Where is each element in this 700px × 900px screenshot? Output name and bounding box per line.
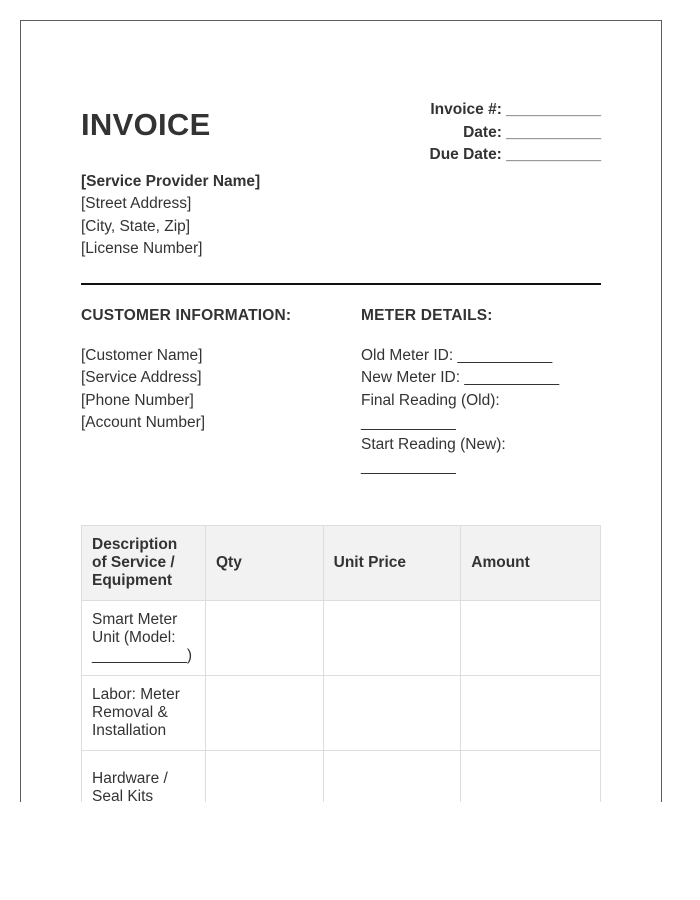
start-reading-blank: ___________ <box>361 458 456 476</box>
due-date-row <box>430 144 602 167</box>
row-qty[interactable] <box>205 751 323 803</box>
row-amount[interactable] <box>461 751 601 803</box>
new-meter-id: New Meter ID: ___________ <box>361 369 560 387</box>
column-header-description: Description of Service / Equipment <box>82 526 206 601</box>
invoice-number-row <box>430 99 602 122</box>
row-amount[interactable] <box>461 676 601 751</box>
line-items-table <box>81 525 601 802</box>
row-description: Labor: Meter Removal & Installation <box>82 676 206 751</box>
row-description: Smart Meter Unit (Model: ___________) <box>82 601 206 676</box>
header-divider <box>81 283 601 285</box>
customer-name: [Customer Name] <box>81 347 203 364</box>
meter-block <box>361 345 559 479</box>
row-qty[interactable] <box>205 601 323 676</box>
column-header-unit-price: Unit Price <box>323 526 461 601</box>
start-reading-label: Start Reading (New): <box>361 436 506 454</box>
customer-heading: CUSTOMER INFORMATION: <box>81 307 292 324</box>
customer-block <box>81 345 205 434</box>
table-row <box>82 676 601 751</box>
invoice-title: INVOICE <box>81 107 211 142</box>
row-unit-price[interactable] <box>323 601 461 676</box>
row-qty[interactable] <box>205 676 323 751</box>
invoice-date-blank[interactable]: ___________ <box>506 123 601 141</box>
final-reading-label: Final Reading (Old): <box>361 391 500 409</box>
table-header-row <box>82 526 601 601</box>
due-date-blank[interactable]: ___________ <box>506 146 601 163</box>
row-unit-price[interactable] <box>323 676 461 751</box>
customer-phone: [Phone Number] <box>81 391 194 409</box>
provider-name: [Service Provider Name] <box>81 173 261 190</box>
provider-block <box>81 171 260 260</box>
table-row <box>82 751 601 803</box>
invoice-number-label: Invoice #: <box>430 101 502 118</box>
row-description: Hardware / Seal Kits <box>82 751 206 803</box>
row-amount[interactable] <box>461 601 601 676</box>
provider-city: [City, State, Zip] <box>81 217 191 235</box>
customer-account: [Account Number] <box>81 413 206 431</box>
provider-street: [Street Address] <box>81 195 192 213</box>
invoice-date-row <box>430 122 602 145</box>
meter-heading: METER DETAILS: <box>361 307 493 324</box>
table-row <box>82 601 601 676</box>
invoice-number-blank[interactable]: ___________ <box>506 101 601 118</box>
invoice-date-label: Date: <box>463 123 502 141</box>
invoice-meta <box>430 99 602 167</box>
invoice-sheet <box>20 20 662 802</box>
column-header-amount: Amount <box>461 526 601 601</box>
provider-license: [License Number] <box>81 239 203 257</box>
customer-service-address: [Service Address] <box>81 369 202 387</box>
due-date-label: Due Date: <box>429 146 502 163</box>
column-header-qty: Qty <box>205 526 323 601</box>
final-reading-blank: ___________ <box>361 413 456 431</box>
row-unit-price[interactable] <box>323 751 461 803</box>
old-meter-id: Old Meter ID: ___________ <box>361 347 553 364</box>
